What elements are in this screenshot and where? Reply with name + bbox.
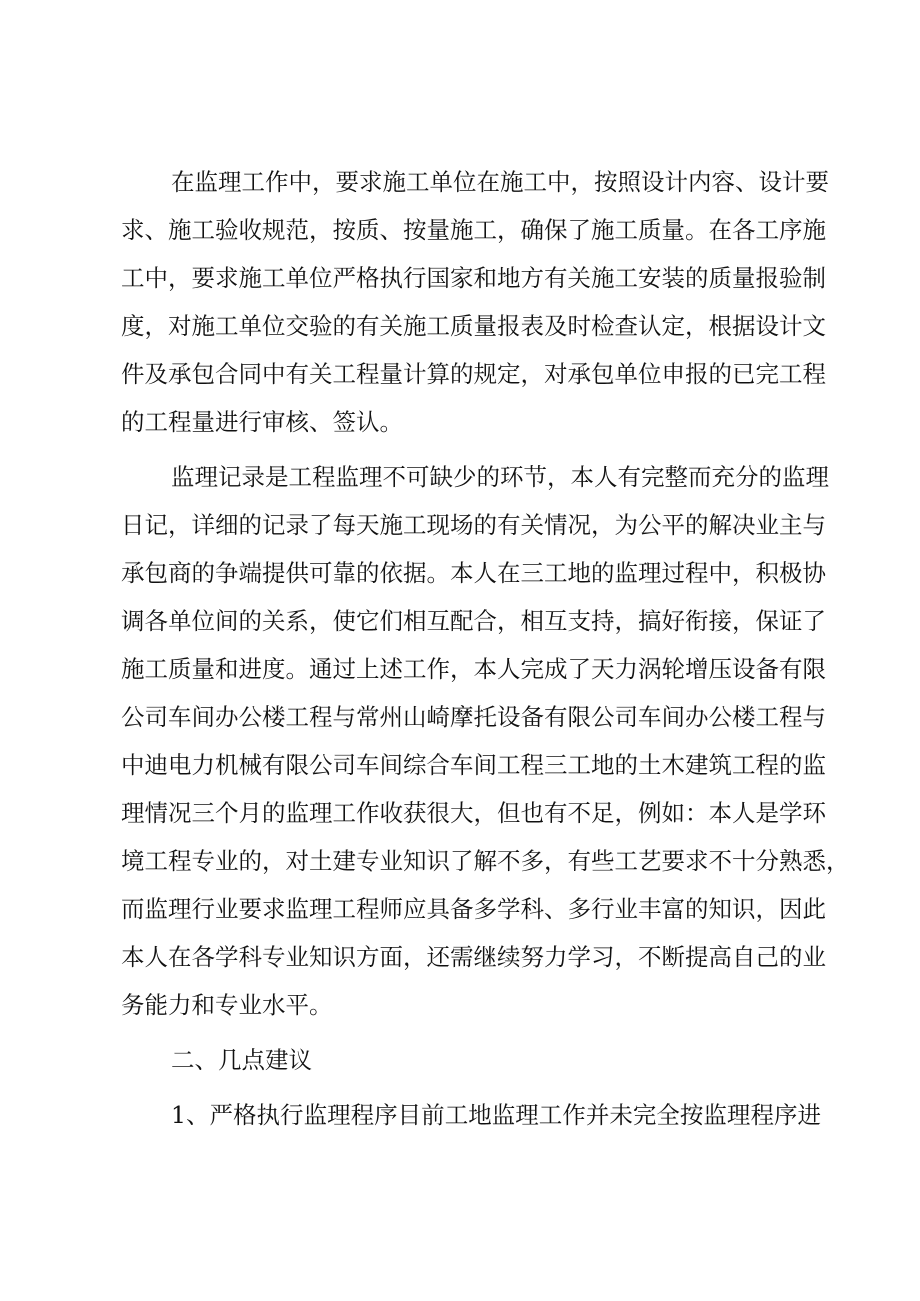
- text-line: 监理记录是工程监理不可缺少的环节，本人有完整而充分的监理: [171, 463, 829, 491]
- text-line: 理情况三个月的监理工作收获很大，但也有不足，例如：本人是学环: [121, 799, 826, 827]
- text-line: 在监理工作中，要求施工单位在施工中，按照设计内容、设计要: [171, 168, 829, 196]
- text-line: 度，对施工单位交验的有关施工质量报表及时检查认定，根据设计文: [121, 312, 826, 340]
- text-line: 境工程专业的，对土建专业知识了解不多，有些工艺要求不十分熟悉，: [121, 847, 850, 875]
- document-body: [121, 158, 850, 1139]
- paragraph-supervision-records: [121, 453, 850, 1029]
- paragraph-supervision-work: [121, 158, 829, 446]
- section-heading-suggestions: [121, 1036, 821, 1084]
- text-line: 1、严格执行监理程序目前工地监理工作并未完全按监理程序进: [171, 1101, 821, 1129]
- text-line: 工中，要求施工单位严格执行国家和地方有关施工安装的质量报验制: [121, 264, 826, 292]
- text-line: 本人在各学科专业知识方面，还需继续努力学习，不断提高自己的业: [121, 943, 826, 971]
- text-line: 施工质量和进度。通过上述工作，本人完成了天力涡轮增压设备有限: [121, 655, 826, 683]
- text-line: 公司车间办公楼工程与常州山崎摩托设备有限公司车间办公楼工程与: [121, 703, 826, 731]
- paragraph-suggestion-1: [121, 1091, 821, 1139]
- text-line: 件及承包合同中有关工程量计算的规定，对承包单位申报的已完工程: [121, 360, 826, 388]
- text-line: 求、施工验收规范，按质、按量施工，确保了施工质量。在各工序施: [121, 216, 826, 244]
- text-line: 的工程量进行审核、签认。: [121, 408, 403, 436]
- text-line: 务能力和专业水平。: [121, 991, 333, 1019]
- text-line: 调各单位间的关系，使它们相互配合，相互支持，搞好衔接，保证了: [121, 607, 826, 635]
- text-line: 日记，详细的记录了每天施工现场的有关情况，为公平的解决业主与: [121, 511, 826, 539]
- text-line: 中迪电力机械有限公司车间综合车间工程三工地的土木建筑工程的监: [121, 751, 826, 779]
- section-heading: 二、几点建议: [171, 1046, 312, 1074]
- text-line: 承包商的争端提供可靠的依据。本人在三工地的监理过程中，积极协: [121, 559, 826, 587]
- text-line: 而监理行业要求监理工程师应具备多学科、多行业丰富的知识，因此: [121, 895, 826, 923]
